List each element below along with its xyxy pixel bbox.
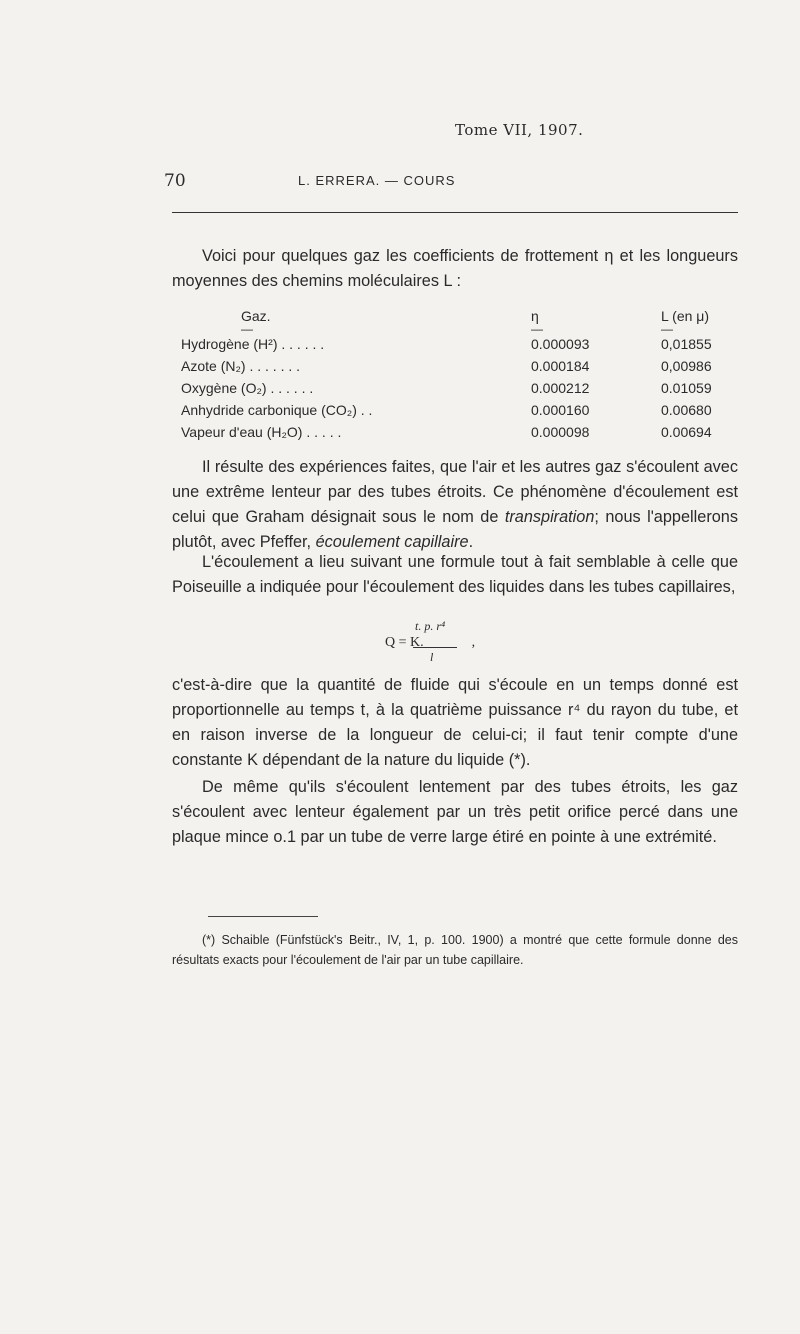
cell-gas: Oxygène (O₂) . . . . . . [181,380,314,396]
cell-length: 0.00680 [661,402,712,418]
term-transpiration: transpiration [504,508,595,526]
header-gas: Gaz. — [241,308,271,336]
cell-length: 0,00986 [661,358,712,374]
formula-denominator: l [430,650,434,664]
intro-paragraph: Voici pour quelques gaz les coefficients de frottement η et les longueurs moyennes des chemins moléculaires L : [172,247,738,290]
running-head: L. ERRERA. — COURS [298,173,456,188]
cell-length: 0.00694 [661,424,712,440]
fraction-bar [413,647,457,648]
cell-gas: Anhydride carbonique (CO₂) . . [181,402,373,418]
formula-numerator: t. p. r⁴ [415,619,446,633]
table-row [181,402,781,424]
table-row [181,424,781,446]
table-row [181,358,781,380]
cell-gas: Vapeur d'eau (H₂O) . . . . . [181,424,342,440]
header-rule [172,212,738,213]
formula-lhs: Q = K. , [385,635,476,650]
page-number: 70 [164,171,186,191]
cell-length: 0.01059 [661,380,712,396]
term-capillary-flow: écoulement capillaire [315,533,469,551]
cell-gas: Hydrogène (H²) . . . . . . [181,336,325,352]
table-row [181,380,781,402]
footnote: (*) Schaible (Fünfstück's Beitr., IV, 1, p. 100. 1900) a montré que cette formule donne des résultats exacts pour l'écoulement de l'air par un tube capillaire. [172,933,738,967]
capillary-flow-paragraph: Il résulte des expériences faites, que l'air et les autres gaz s'écoulent avec une extrême lenteur par des tubes étroits. Ce phénomène d'écoulement est celui que Graham désignait sous le nom de transpiration; nous l'appellerons plutôt, avec Pfeffer, écoulement capillaire. [172,458,738,551]
cell-gas: Azote (N₂) . . . . . . . [181,358,301,374]
header-eta: η — [531,308,543,336]
explanation-paragraph: c'est-à-dire que la quantité de fluide qui s'écoule en un temps donné est proportionnelle au temps t, à la quatrième puissance r⁴ du rayon du tube, et en raison inverse de la longueur de celui-ci; il faut tenir compte d'une constante K dépendant de la nature du liquide (*). [172,676,738,769]
cell-eta: 0.000093 [531,336,590,352]
volume-label: Tome VII, 1907. [455,121,584,139]
orifice-paragraph: De même qu'ils s'écoulent lentement par des tubes étroits, les gaz s'écoulent avec lenteur également par un très petit orifice percé dans une plaque mince o.1 par un tube de verre large étiré en pointe à une extrémité. [172,778,738,846]
cell-eta: 0.000160 [531,402,590,418]
gas-table [181,308,781,446]
cell-length: 0,01855 [661,336,712,352]
cell-eta: 0.000212 [531,380,590,396]
poiseuille-paragraph: L'écoulement a lieu suivant une formule tout à fait semblable à celle que Poiseuille a indiquée pour l'écoulement des liquides dans les tubes capillaires, [172,553,738,596]
cell-eta: 0.000184 [531,358,590,374]
footnote-rule [208,916,318,917]
header-length: L (en μ) — [661,308,710,336]
table-header-row [181,308,781,336]
table-row [181,336,781,358]
cell-eta: 0.000098 [531,424,590,440]
